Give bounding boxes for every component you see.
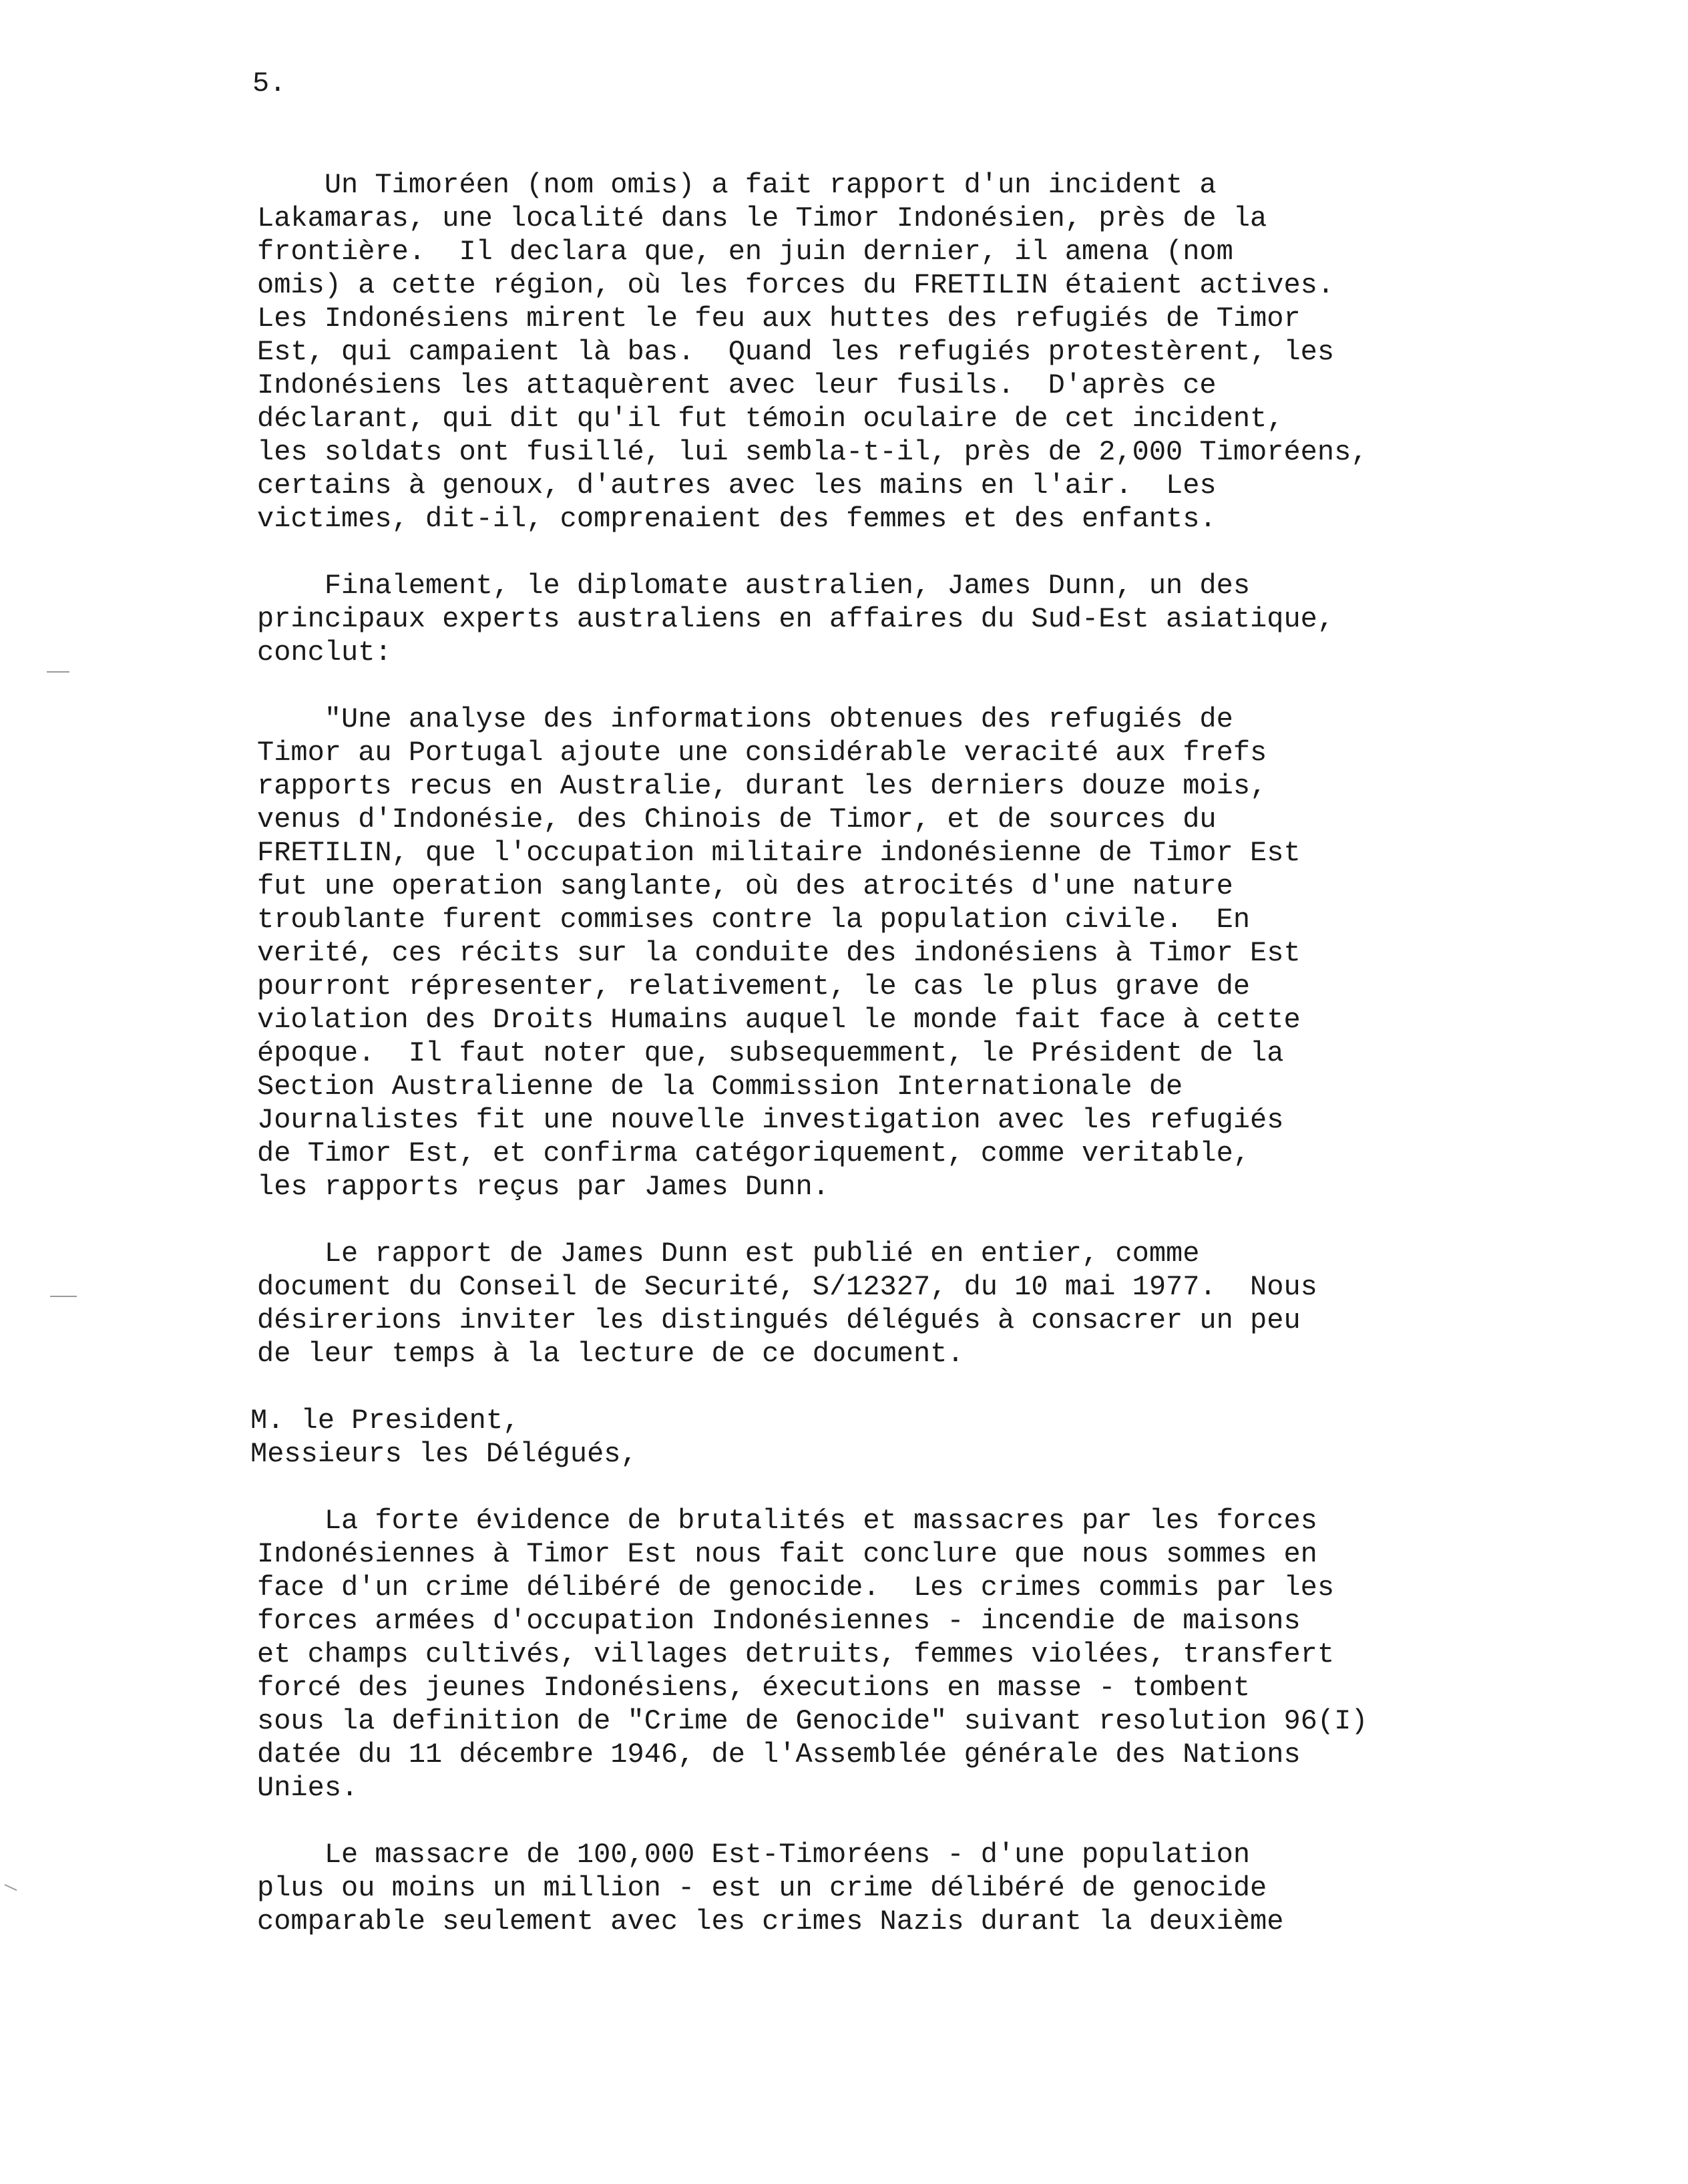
scan-mark bbox=[47, 671, 69, 673]
scan-mark bbox=[5, 1884, 17, 1891]
body-text bbox=[250, 168, 1659, 1972]
paragraph-massacre: Le massacre de 100,000 Est-Timoréens - d'une population plus ou moins un million - est un crime délibéré de genocide comparable seulement avec les crimes Nazis durant la deuxième bbox=[257, 1839, 1284, 1938]
page-number: 5. bbox=[252, 67, 286, 100]
paragraph-james-dunn-intro: Finalement, le diplomate australien, James Dunn, un des principaux experts australiens en affaires du Sud-Est asiatique, conclut: bbox=[257, 570, 1335, 669]
scan-mark bbox=[50, 1296, 77, 1297]
paragraph-genocide-evidence: La forte évidence de brutalités et massacres par les forces Indonésiennes à Timor Est nous fait conclure que nous sommes en face d'un crime délibéré de genocide. Les crimes commis par les forces armées d'occupation Indonésiennes - incendie de maisons et champs cultivés, villages detruits, femmes violées, transfert forcé des jeunes Indonésiens, éxecutions en masse - tombent sous la definition de "Crime de Genocide" suivant resolution 96(I) datée du 11 décembre 1946, de l'Assemblée générale des Nations Unies. bbox=[257, 1505, 1368, 1804]
salutation: M. le President, Messieurs les Délégués, bbox=[250, 1405, 638, 1470]
paragraph-dunn-quote: "Une analyse des informations obtenues des refugiés de Timor au Portugal ajoute une considérable veracité aux frefs rapports recus en Australie, durant les derniers douze mois, venus d'Indonésie, des Chinois de Timor, et de sources du FRETILIN, que l'occupation militaire indonésienne de Timor Est fut une operation sanglante, où des atrocités d'une nature troublante furent commises contre la population civile. En verité, ces récits sur la conduite des indonésiens à Timor Est pourront répresenter, relativement, le cas le plus grave de violation des Droits Humains auquel le monde fait face à cette époque. Il faut noter que, subsequemment, le Président de la Section Australienne de la Commission Internationale de Journalistes fit une nouvelle investigation avec les refugiés de Timor Est, et confirma catégoriquement, comme veritable, les rapports reçus par James Dunn. bbox=[257, 703, 1301, 1203]
paragraph-lakamaras-incident: Un Timoréen (nom omis) a fait rapport d'un incident a Lakamaras, une localité dans le Timor Indonésien, près de la frontière. Il declara que, en juin dernier, il amena (nom omis) a cette région, où les forces du FRETILIN étaient actives. Les Indonésiens mirent le feu aux huttes des refugiés de Timor Est, qui campaient là bas. Quand les refugiés protestèrent, les Indonésiens les attaquèrent avec leur fusils. D'après ce déclarant, qui dit qu'il fut témoin oculaire de cet incident, les soldats ont fusillé, lui sembla-t-il, près de 2,000 Timoréens, certains à genoux, d'autres avec les mains en l'air. Les victimes, dit-il, comprenaient des femmes et des enfants. bbox=[257, 169, 1368, 535]
paragraph-dunn-report: Le rapport de James Dunn est publié en entier, comme document du Conseil de Securité, S/12327, du 10 mai 1977. Nous désirerions inviter les distingués délégués à consacrer un peu de leur temps à la lecture de ce document. bbox=[257, 1238, 1317, 1370]
